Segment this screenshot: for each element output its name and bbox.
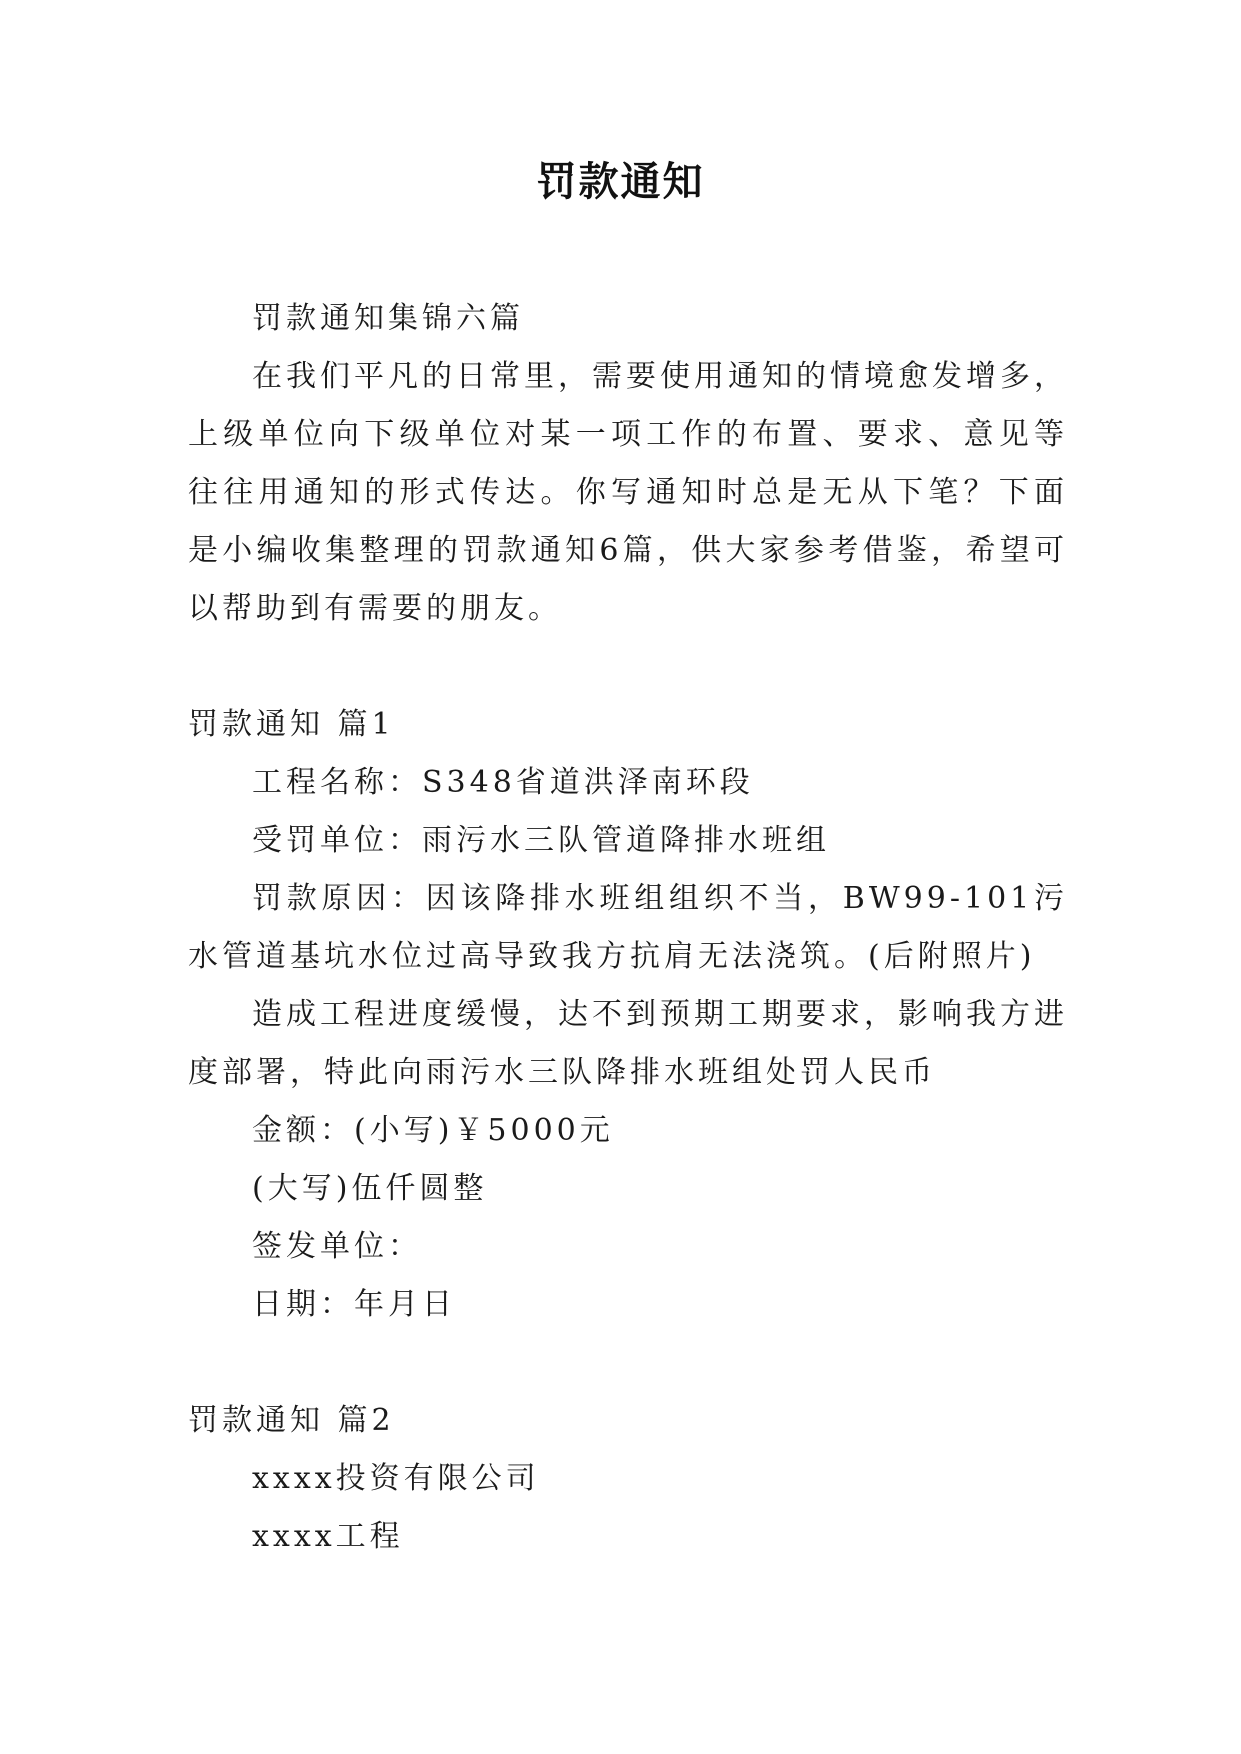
subtitle-paragraph: 罚款通知集锦六篇 bbox=[252, 301, 524, 336]
section1-date: 日期：年月日 bbox=[252, 1287, 456, 1322]
spacer bbox=[188, 1334, 1068, 1392]
section1-unit: 受罚单位：雨污水三队管道降排水班组 bbox=[252, 823, 830, 858]
intro-paragraph: 在我们平凡的日常里，需要使用通知的情境愈发增多，上级单位向下级单位对某一项工作的布置、要求、意见等往往用通知的形式传达。你写通知时总是无从下笔？下面是小编收集整理的罚款通知6篇，供大家参考借鉴，希望可以帮助到有需要的朋友。 bbox=[188, 359, 1068, 626]
section1-amount-small: 金额：(小写)￥5000元 bbox=[252, 1113, 614, 1148]
section1-issuer: 签发单位： bbox=[252, 1229, 422, 1264]
section1-reason: 罚款原因：因该降排水班组组织不当，BW99-101污水管道基坑水位过高导致我方抗肩无法浇筑。(后附照片) bbox=[188, 881, 1068, 974]
section1-amount-big: (大写)伍仟圆整 bbox=[252, 1171, 488, 1206]
document-body bbox=[188, 290, 1068, 1566]
document-title: 罚款通知 bbox=[536, 158, 705, 205]
section1-heading: 罚款通知 篇1 bbox=[188, 707, 395, 742]
spacer bbox=[188, 638, 1068, 696]
section1-project: 工程名称：S348省道洪泽南环段 bbox=[252, 765, 754, 800]
section1-consequence: 造成工程进度缓慢，达不到预期工期要求，影响我方进度部署，特此向雨污水三队降排水班组处罚人民币 bbox=[188, 997, 1068, 1090]
section2-company: xxxx投资有限公司 bbox=[252, 1461, 540, 1496]
section2-heading: 罚款通知 篇2 bbox=[188, 1403, 395, 1438]
section2-project: xxxx工程 bbox=[252, 1519, 404, 1554]
